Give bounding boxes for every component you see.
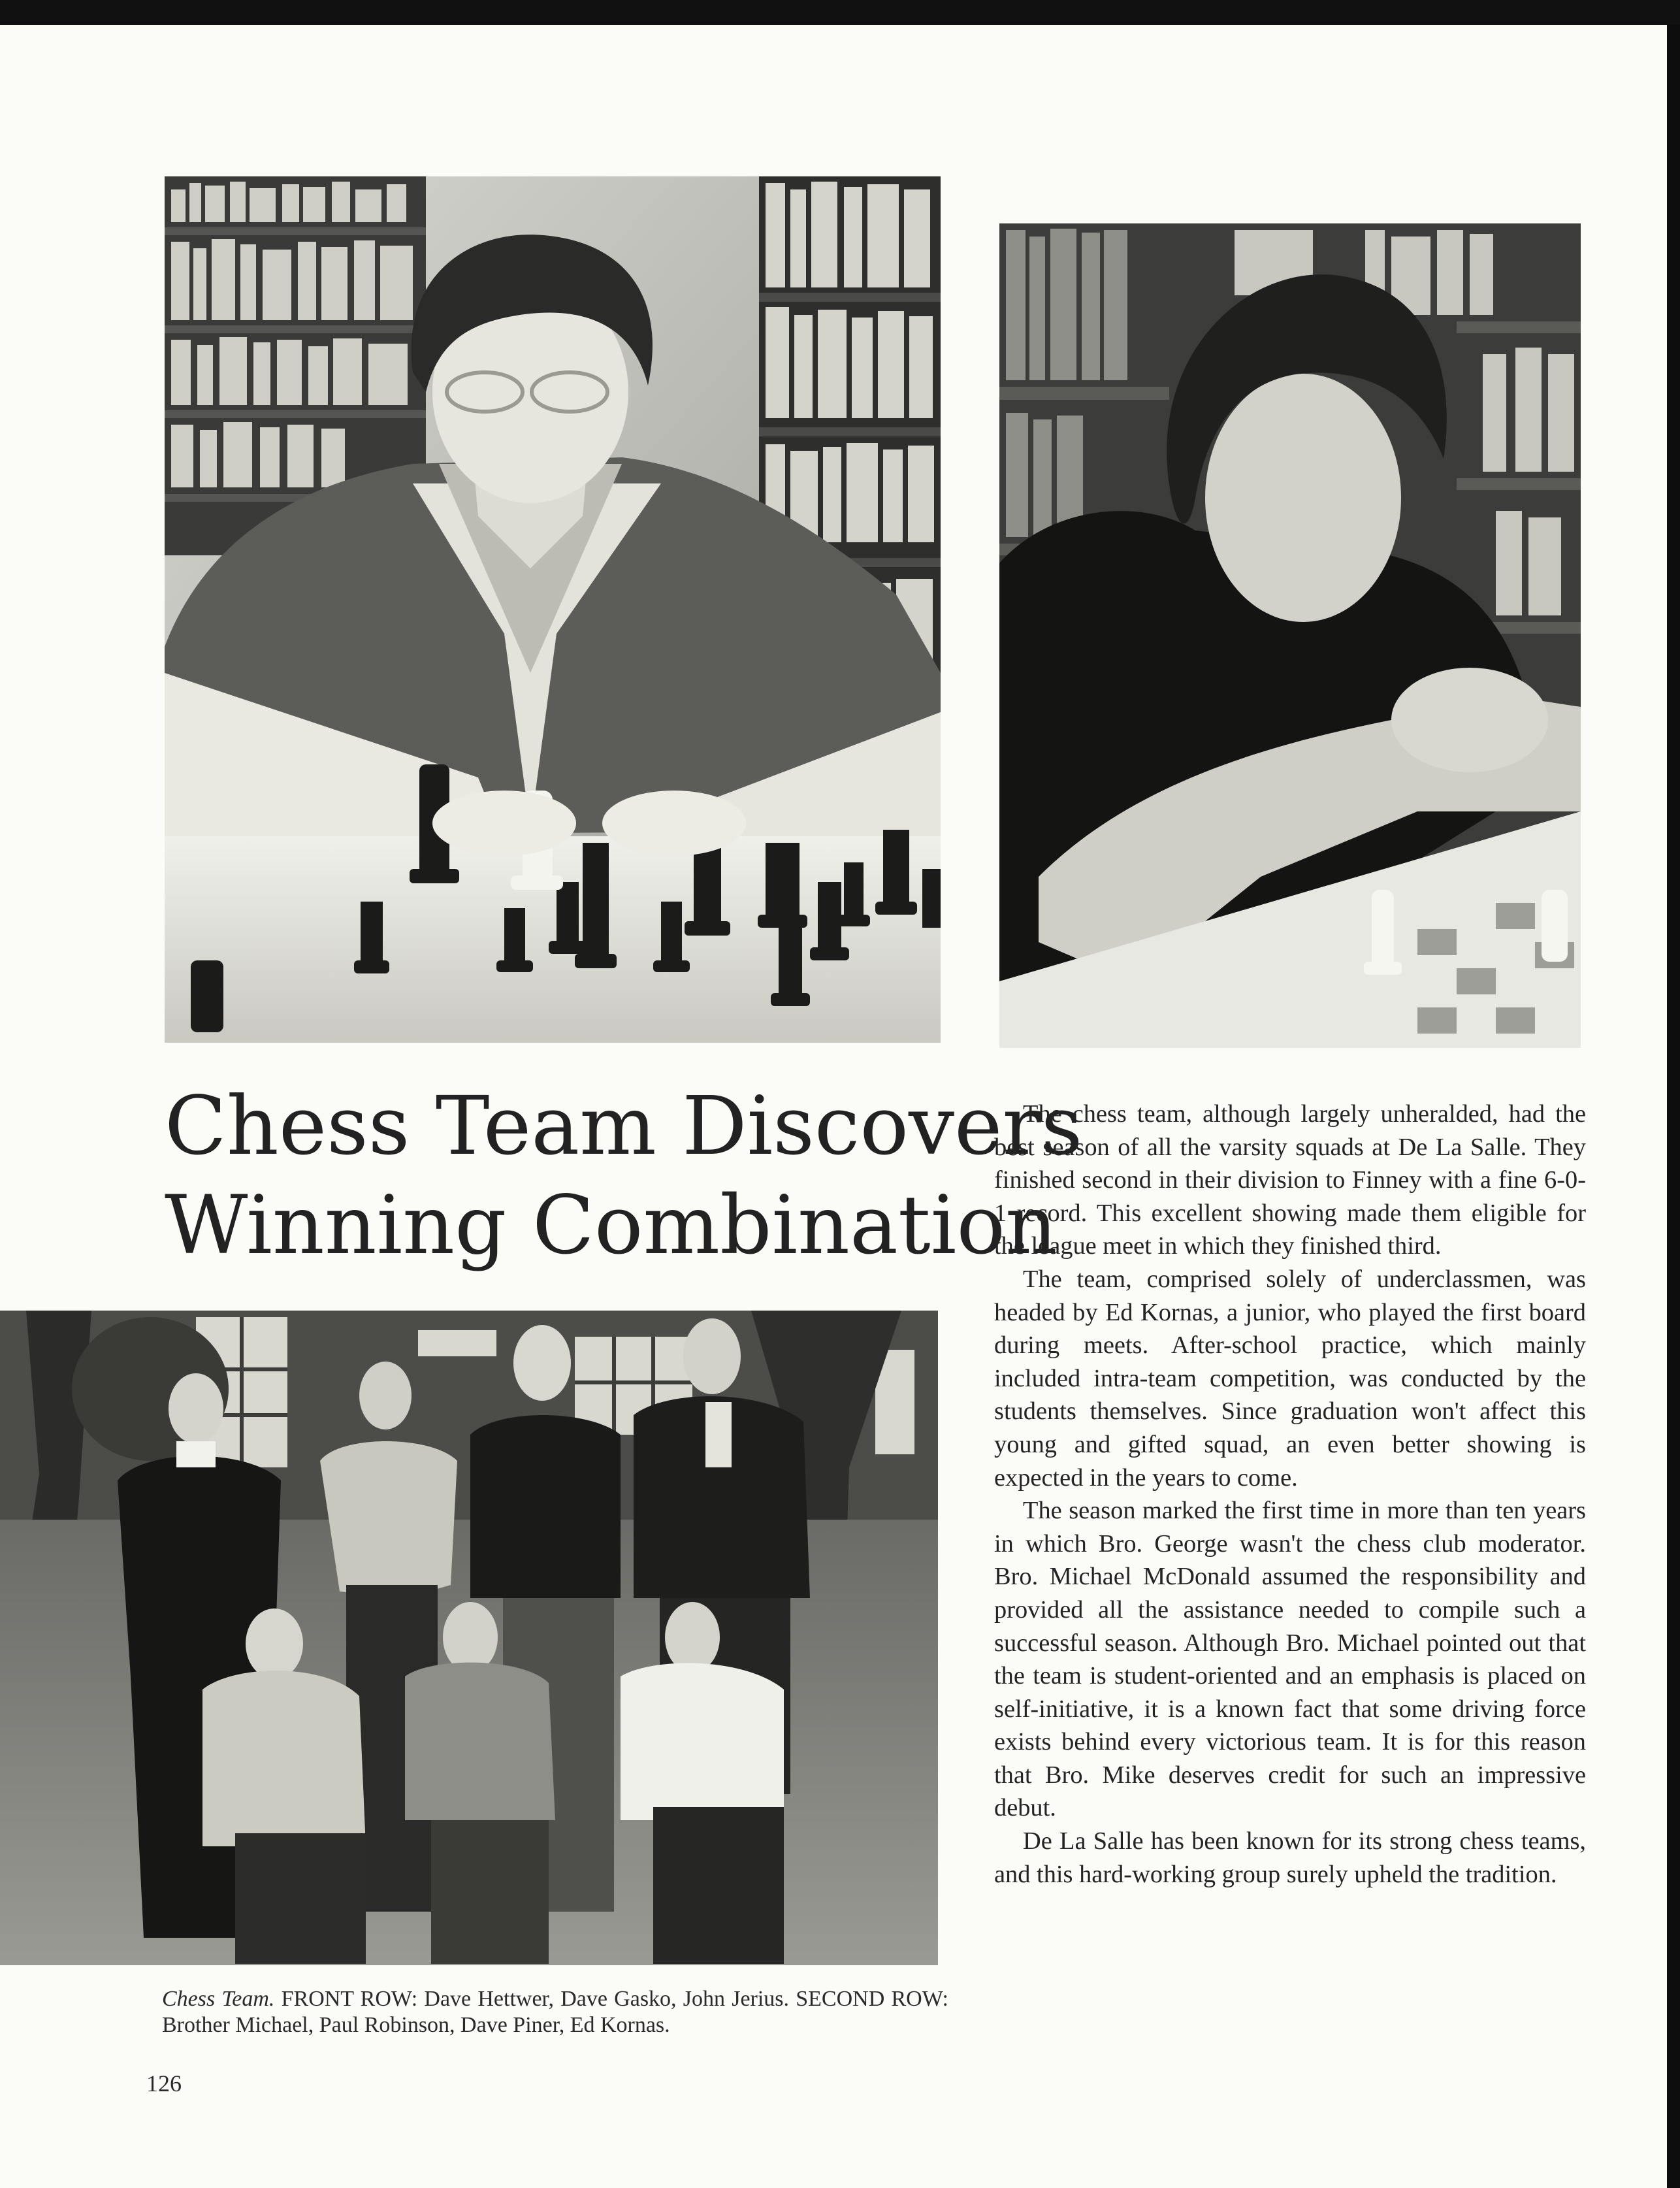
scan-border: [1667, 25, 1680, 2188]
headline-line-1: Chess Team Discovers: [165, 1079, 1083, 1173]
chess-player-photo-right: [999, 223, 1581, 1048]
article-headline: [165, 1077, 1083, 1275]
body-paragraph: De La Salle has been known for its strong chess teams, and this hard-working group surely upheld the tradition.: [994, 1827, 1586, 1888]
chess-player-photo-left: [165, 176, 941, 1043]
caption-group-label: Chess Team.: [162, 1987, 275, 2011]
article-body: [994, 1098, 1586, 1891]
photo-caption: [162, 1986, 948, 2038]
page-number: 126: [146, 2070, 182, 2097]
caption-names: FRONT ROW: Dave Hettwer, Dave Gasko, John Jerius. SECOND ROW: Brother Michael, Paul Robinson, Dave Piner, Ed Kornas.: [162, 1987, 948, 2037]
headline-line-2: Winning Combination: [165, 1179, 1058, 1273]
yearbook-page: [0, 25, 1667, 2188]
body-paragraph: The season marked the first time in more than ten years in which Bro. George wasn't the chess club moderator. Bro. Michael McDonald assumed the responsibility and provided all the assistance needed to compile such a successful season. Although Bro. Michael pointed out that the team is student-oriented and an emphasis is placed on self-initiative, it is a known fact that some driving force exists behind every victorious team. It is for this reason that Bro. Mike deserves credit for such an impressive debut.: [994, 1497, 1586, 1822]
body-paragraph: The team, comprised solely of underclassmen, was headed by Ed Kornas, a junior, who played the first board during meets. After-school practice, which mainly included intra-team competition, was conducted by the students themselves. Since graduation won't affect this young and gifted squad, an even better showing is expected in the years to come.: [994, 1265, 1586, 1492]
body-paragraph: The chess team, although largely unheralded, had the best season of all the varsity squads at De La Salle. They finished second in their division to Finney with a fine 6-0-1 record. This excellent showing made them eligible for the league meet in which they finished third.: [994, 1100, 1586, 1260]
team-group-photo: [0, 1311, 938, 1965]
